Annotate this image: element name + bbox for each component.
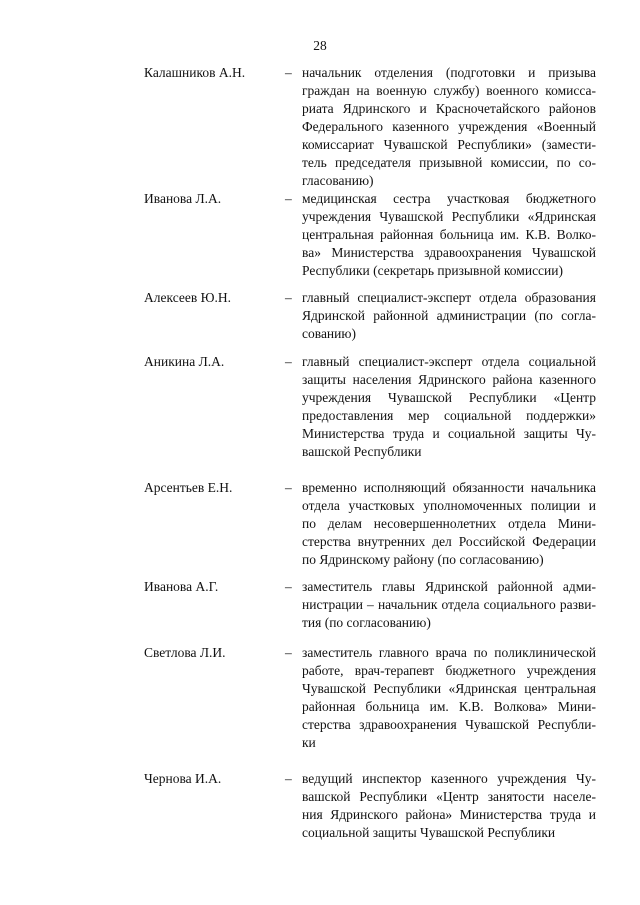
- member-position-description: [302, 644, 596, 752]
- member-position-description: [302, 64, 596, 190]
- member-position-description: [302, 353, 596, 461]
- member-dash: –: [285, 290, 292, 305]
- member-dash: –: [285, 191, 292, 206]
- description-line: ва» Министерства здравоохранения Чувашской: [302, 245, 596, 260]
- description-line: Чувашской Республики «Ядринская центральная: [302, 681, 596, 696]
- member-name: Аникина Л.А.: [144, 354, 225, 369]
- description-line: районная больница им. К.В. Волкова» Мини-: [302, 699, 596, 714]
- member-position-description: [302, 190, 596, 280]
- member-dash: –: [285, 579, 292, 594]
- description-line: по делам несовершеннолетних отдела Мини-: [302, 516, 596, 531]
- description-line: Федерального казенного учреждения «Военный: [302, 119, 596, 134]
- description-line: работе, врач-терапевт бюджетного учреждения: [302, 663, 596, 678]
- description-line: стерства здравоохранения Чувашской Республи-: [302, 717, 596, 732]
- description-line: заместитель главного врача по поликлинической: [302, 645, 596, 660]
- description-line: учреждения Чувашской Республики «Ядринская: [302, 209, 596, 224]
- member-position-description: [302, 289, 596, 343]
- description-line: Ядринской районной администрации (по согла-: [302, 308, 596, 323]
- member-name: Светлова Л.И.: [144, 645, 226, 660]
- description-line: тель председателя призывной комиссии, по со-: [302, 155, 596, 170]
- description-line: учреждения Чувашской Республики «Центр: [302, 390, 596, 405]
- member-dash: –: [285, 771, 292, 786]
- description-line: нистрации – начальник отдела социального разви-: [302, 597, 596, 612]
- description-line: стерства внутренних дел Российской Федерации: [302, 534, 596, 549]
- description-line: социальной защиты Чувашской Республики: [302, 825, 556, 840]
- description-line: сованию): [302, 326, 356, 341]
- description-line: тия (по согласованию): [302, 615, 431, 630]
- member-name: Чернова И.А.: [144, 771, 222, 786]
- member-name: Калашников А.Н.: [144, 65, 246, 80]
- description-line: отдела участковых уполномоченных полиции и: [302, 498, 596, 513]
- description-line: по Ядринскому району (по согласованию): [302, 552, 544, 567]
- description-line: ки: [302, 735, 316, 750]
- description-line: временно исполняющий обязанности начальника: [302, 480, 596, 495]
- description-line: вашской Республики «Центр занятости населе-: [302, 789, 596, 804]
- description-line: ведущий инспектор казенного учреждения Чу-: [302, 771, 596, 786]
- member-name: Иванова А.Г.: [144, 579, 219, 594]
- description-line: гласованию): [302, 173, 374, 188]
- page-number: 28: [313, 38, 327, 53]
- member-name: Арсентьев Е.Н.: [144, 480, 233, 495]
- description-line: Министерства труда и социальной защиты Чу-: [302, 426, 596, 441]
- description-line: граждан на военную службу) военного комисса-: [302, 83, 596, 98]
- member-dash: –: [285, 354, 292, 369]
- description-line: заместитель главы Ядринской районной адми-: [302, 579, 596, 594]
- description-line: начальник отделения (подготовки и призыва: [302, 65, 596, 80]
- description-line: Республики (секретарь призывной комиссии): [302, 263, 563, 278]
- description-line: центральная районная больница им. К.В. Волко-: [302, 227, 596, 242]
- member-position-description: [302, 770, 596, 842]
- description-line: комиссариат Чувашской Республики» (замести-: [302, 137, 596, 152]
- member-position-description: [302, 479, 596, 569]
- member-dash: –: [285, 645, 292, 660]
- member-dash: –: [285, 480, 292, 495]
- description-line: риата Ядринского и Красночетайского районов: [302, 101, 596, 116]
- description-line: медицинская сестра участковая бюджетного: [302, 191, 596, 206]
- member-dash: –: [285, 65, 292, 80]
- description-line: защиты населения Ядринского района казенного: [302, 372, 596, 387]
- description-line: главный специалист-эксперт отдела образования: [302, 290, 596, 305]
- description-line: ния Ядринского района» Министерства труда и: [302, 807, 596, 822]
- description-line: вашской Республики: [302, 444, 422, 459]
- description-line: главный специалист-эксперт отдела социальной: [302, 354, 596, 369]
- member-name: Иванова Л.А.: [144, 191, 222, 206]
- description-line: предоставления мер социальной поддержки»: [302, 408, 596, 423]
- member-name: Алексеев Ю.Н.: [144, 290, 231, 305]
- member-position-description: [302, 578, 596, 632]
